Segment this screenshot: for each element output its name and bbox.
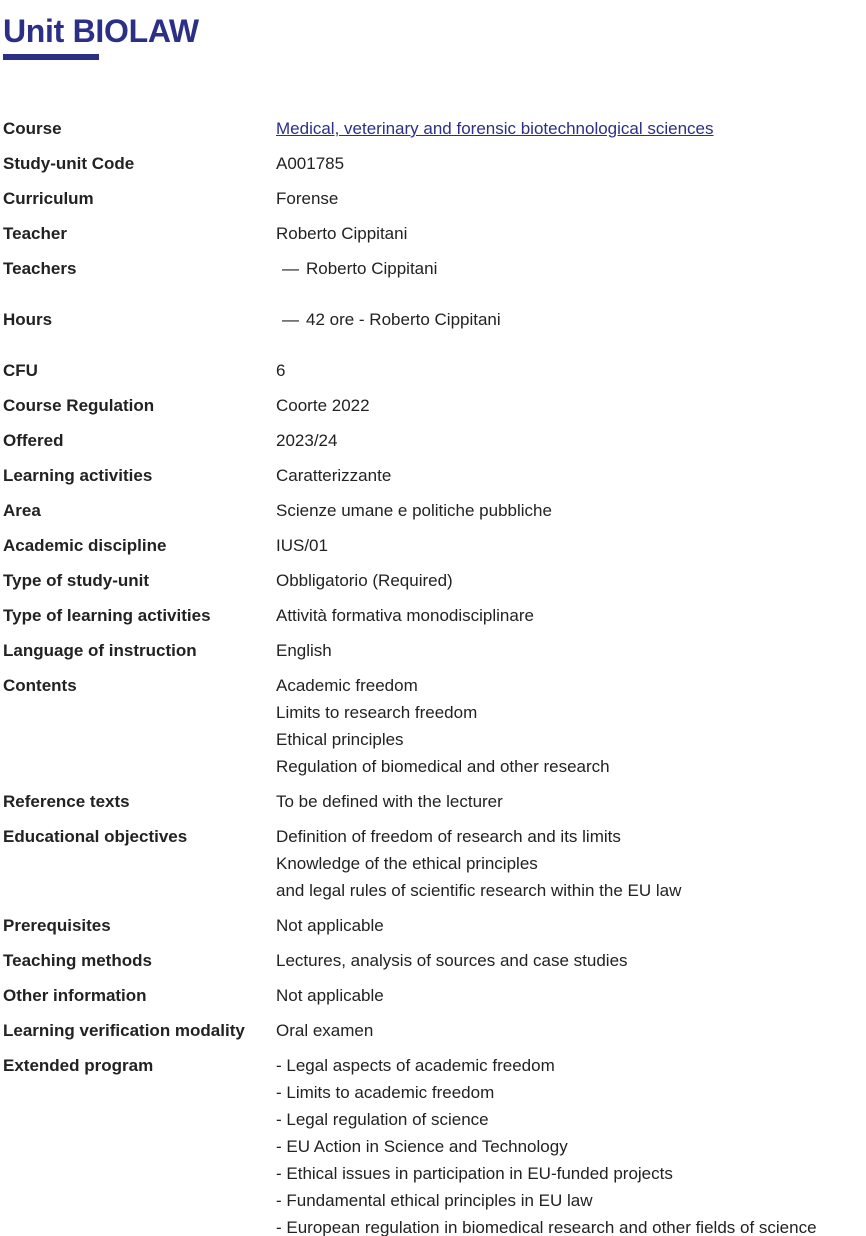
extended-program-line: - European regulation in biomedical research and other fields of science xyxy=(276,1218,817,1236)
info-table xyxy=(3,115,863,1236)
teacher-label: Teacher xyxy=(3,224,67,243)
reference-texts-label: Reference texts xyxy=(3,792,130,811)
row-cfu xyxy=(3,357,863,384)
row-reference-texts xyxy=(3,788,863,815)
study-unit-code-label: Study-unit Code xyxy=(3,154,135,173)
hours-label: Hours xyxy=(3,310,53,329)
extended-program-label: Extended program xyxy=(3,1056,154,1075)
row-prerequisites xyxy=(3,912,863,939)
extended-program-line: - EU Action in Science and Technology xyxy=(276,1137,568,1156)
contents-value xyxy=(276,672,863,780)
course-regulation-value: Coorte 2022 xyxy=(276,396,370,415)
row-contents xyxy=(3,672,863,780)
course-regulation-label: Course Regulation xyxy=(3,396,155,415)
row-educational-objectives xyxy=(3,823,863,904)
row-teachers xyxy=(3,255,863,282)
row-study-unit-code xyxy=(3,150,863,177)
academic-discipline-label: Academic discipline xyxy=(3,536,167,555)
extended-program-line: - Fundamental ethical principles in EU law xyxy=(276,1191,593,1210)
row-teaching-methods xyxy=(3,947,863,974)
row-type-of-learning-activities xyxy=(3,602,863,629)
contents-line: Ethical principles xyxy=(276,730,404,749)
offered-label: Offered xyxy=(3,431,64,450)
other-information-label: Other information xyxy=(3,986,147,1005)
row-area xyxy=(3,497,863,524)
row-hours xyxy=(3,306,863,333)
teachers-list-item xyxy=(276,255,863,282)
row-offered xyxy=(3,427,863,454)
curriculum-value: Forense xyxy=(276,189,339,208)
learning-verification-modality-value: Oral examen xyxy=(276,1021,374,1040)
row-language-of-instruction xyxy=(3,637,863,664)
row-academic-discipline xyxy=(3,532,863,559)
area-value: Scienze umane e politiche pubbliche xyxy=(276,501,552,520)
teaching-methods-value: Lectures, analysis of sources and case studies xyxy=(276,951,628,970)
row-type-of-study-unit xyxy=(3,567,863,594)
row-course xyxy=(3,115,863,142)
learning-verification-modality-label: Learning verification modality xyxy=(3,1021,245,1040)
curriculum-label: Curriculum xyxy=(3,189,94,208)
educational-objectives-value xyxy=(276,823,863,904)
row-teacher xyxy=(3,220,863,247)
course-link[interactable]: Medical, veterinary and forensic biotechnological sciences xyxy=(276,119,714,138)
page-title: Unit BIOLAW xyxy=(3,13,199,49)
learning-activities-value: Caratterizzante xyxy=(276,466,392,485)
course-value xyxy=(276,115,863,142)
area-label: Area xyxy=(3,501,41,520)
type-of-learning-activities-value: Attività formativa monodisciplinare xyxy=(276,606,534,625)
language-of-instruction-label: Language of instruction xyxy=(3,641,197,660)
hours-list-item xyxy=(276,306,863,333)
teachers-label: Teachers xyxy=(3,259,77,278)
educational-objectives-line: Knowledge of the ethical principles xyxy=(276,854,538,873)
educational-objectives-label: Educational objectives xyxy=(3,827,188,846)
dash-icon: — xyxy=(282,259,299,278)
row-extended-program xyxy=(3,1052,863,1236)
reference-texts-value: To be defined with the lecturer xyxy=(276,792,503,811)
extended-program-line: - Limits to academic freedom xyxy=(276,1083,495,1102)
extended-program-line: - Ethical issues in participation in EU-funded projects xyxy=(276,1164,673,1183)
extended-program-line: - Legal regulation of science xyxy=(276,1110,489,1129)
contents-label: Contents xyxy=(3,676,77,695)
learning-activities-label: Learning activities xyxy=(3,466,153,485)
title-underline xyxy=(3,54,99,60)
offered-value: 2023/24 xyxy=(276,431,338,450)
language-of-instruction-value: English xyxy=(276,641,332,660)
type-of-learning-activities-label: Type of learning activities xyxy=(3,606,211,625)
contents-line: Regulation of biomedical and other research xyxy=(276,757,610,776)
educational-objectives-line: Definition of freedom of research and its limits xyxy=(276,827,621,846)
row-learning-activities xyxy=(3,462,863,489)
row-learning-verification-modality xyxy=(3,1017,863,1044)
teacher-value: Roberto Cippitani xyxy=(276,224,408,243)
teaching-methods-label: Teaching methods xyxy=(3,951,152,970)
teachers-item-text: Roberto Cippitani xyxy=(306,259,438,278)
prerequisites-value: Not applicable xyxy=(276,916,384,935)
hours-item-text: 42 ore - Roberto Cippitani xyxy=(306,310,501,329)
contents-line: Limits to research freedom xyxy=(276,703,478,722)
contents-line: Academic freedom xyxy=(276,676,418,695)
teachers-value xyxy=(276,255,863,282)
dash-icon: — xyxy=(282,310,299,329)
type-of-study-unit-label: Type of study-unit xyxy=(3,571,150,590)
type-of-study-unit-value: Obbligatorio (Required) xyxy=(276,571,453,590)
other-information-value: Not applicable xyxy=(276,986,384,1005)
row-other-information xyxy=(3,982,863,1009)
extended-program-value xyxy=(276,1052,863,1236)
extended-program-line: - Legal aspects of academic freedom xyxy=(276,1056,555,1075)
cfu-value: 6 xyxy=(276,361,286,380)
row-course-regulation xyxy=(3,392,863,419)
hours-value xyxy=(276,306,863,333)
educational-objectives-line: and legal rules of scientific research within the EU law xyxy=(276,881,682,900)
course-label: Course xyxy=(3,119,62,138)
row-curriculum xyxy=(3,185,863,212)
cfu-label: CFU xyxy=(3,361,38,380)
academic-discipline-value: IUS/01 xyxy=(276,536,328,555)
study-unit-code-value: A001785 xyxy=(276,154,345,173)
prerequisites-label: Prerequisites xyxy=(3,916,111,935)
